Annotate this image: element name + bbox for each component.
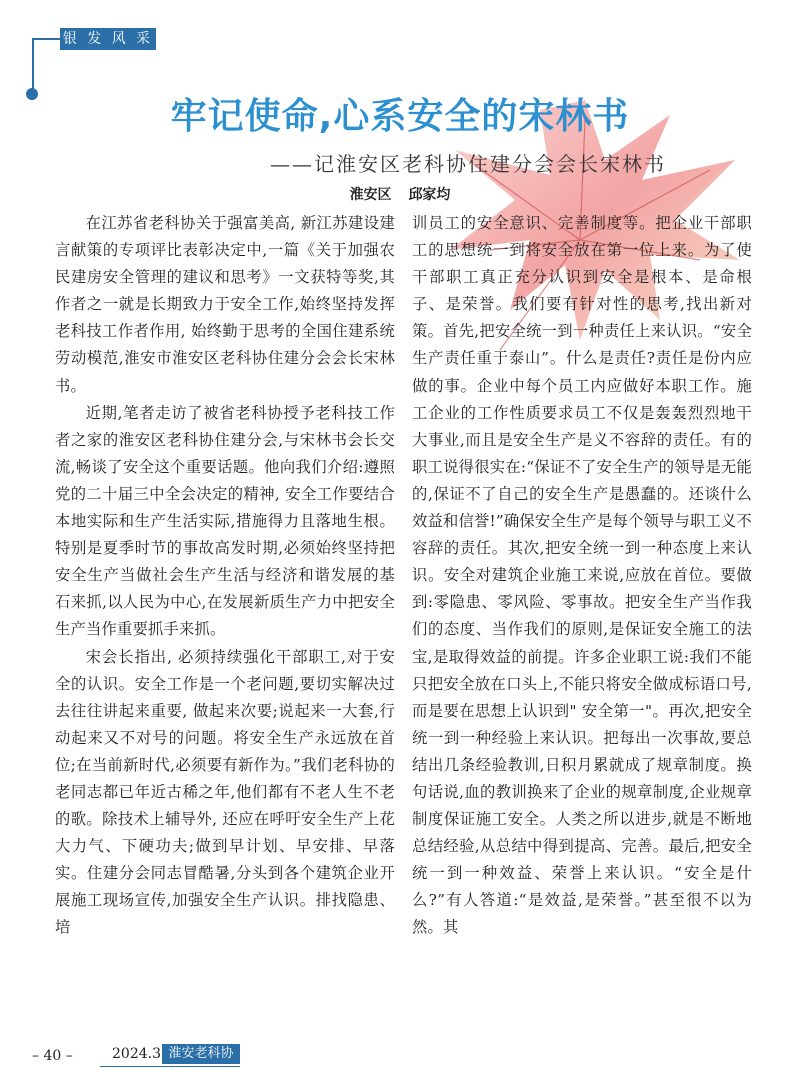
footer-rule [100,1066,240,1067]
page-footer [0,1040,800,1070]
body-paragraph: 宋会长指出, 必须持续强化干部职工,对于安全的认识。安全工作是一个老问题,要切实解决过去往往讲起来重要, 做起来次要;说起来一大套,行动起来又不对号的问题。将安全生产永远放在首位;在当前新时代,必须要有新作为。”我们老科协的老同志都已年近古稀之年,他们都有不老人生不老的歌。除技术上辅导外, 还应在呼吁安全生产上花大力气、下硬功夫;做到早计划、早安排、早落实。住建分会同志冒酷暑,分头到各个建筑企业开展施工现场宣传,加强安全生产认识。排找隐患、培 [55,647,395,937]
body-paragraph: 近期,笔者走访了被省老科协授予老科技工作者之家的淮安区老科协住建分会,与宋林书会长交流,畅谈了安全这个重要话题。他向我们介绍:遵照党的二十届三中全会决定的精神, 安全工作要结合本地实际和生产生活实际,措施得力且落地生根。特别是夏季时节的事故高发时期,必须始终坚持把安全生产当做社会生产生活与经济和谐发展的基石来抓,以人民为中心,在发展新质生产力中把安全生产当作重要抓手来抓。 [55,403,395,639]
section-line-horizontal [32,38,60,40]
body-column-left [55,210,395,1040]
page-number: – 40 – [32,1048,73,1064]
article-subtitle: ——记淮安区老科协住建分会会长宋林书 [270,152,666,176]
section-line-vertical [32,38,34,90]
body-paragraph-continued: 训员工的安全意识、完善制度等。把企业干部职工的思想统一到将安全放在第一位上来。为了使干部职工真正充分认识到安全是根本、是命根子、是荣誉。我们要有针对性的思考,找出新对策。首先,把安全统一到一种责任上来认识。“安全生产责任重于泰山”。什么是责任?责任是份内应做的事。企业中每个员工内应做好本职工作。施工企业的工作性质要求员工不仅是轰轰烈烈地干大事业,而且是安全生产是义不容辞的责任。有的职工说得很实在:“保证不了安全生产的领导是无能的,保证不了自己的安全生产是愚蠢的。还谈什么效益和信誉!”确保安全生产是每个领导与职工义不容辞的责任。其次,把安全统一到一种态度上来认识。安全对建筑企业施工来说,应放在首位。要做到:零隐患、零风险、零事故。把安全生产当作我们的态度、当作我们的原则,是保证安全施工的法宝,是取得效益的前提。许多企业职工说:我们不能只把安全放在口头上,不能只将安全做成标语口号, 而是要在思想上认识到" 安全第一"。再次,把安全统一到一种经验上来认识。把每出一次事故,要总结出几条经验教训,日积月累就成了规章制度。换句话说,血的教训换来了企业的规章制度,企业规章制度保证施工安全。人类之所以进步,就是不断地总结经验,从总结中得到提高、完善。最后,把安全统一到一种效益、荣誉上来认识。“安全是什么?”有人答道:“是效益,是荣誉。”甚至很不以为然。其 [412,214,752,937]
magazine-name: 淮安老科协 [162,1044,240,1064]
author-name: 邱家均 [408,187,451,203]
article-title: 牢记使命,心系安全的宋林书 [170,96,630,137]
issue-label: 2024.3 [112,1046,161,1062]
section-tag: 银 发 风 采 [60,28,156,50]
author-place: 淮安区 [349,187,392,203]
body-paragraph: 在江苏省老科协关于强富美高, 新江苏建设建言献策的专项评比表彰决定中,一篇《关于加强农民建房安全管理的建议和思考》一文获特等奖,其作者之一就是长期致力于安全工作,始终坚持发挥老科技工作者作用, 始终勤于思考的全国住建系统劳动模范,淮安市淮安区老科协住建分会会长宋林书。 [55,214,395,395]
article-byline [0,184,800,204]
body-column-right [412,210,752,1040]
